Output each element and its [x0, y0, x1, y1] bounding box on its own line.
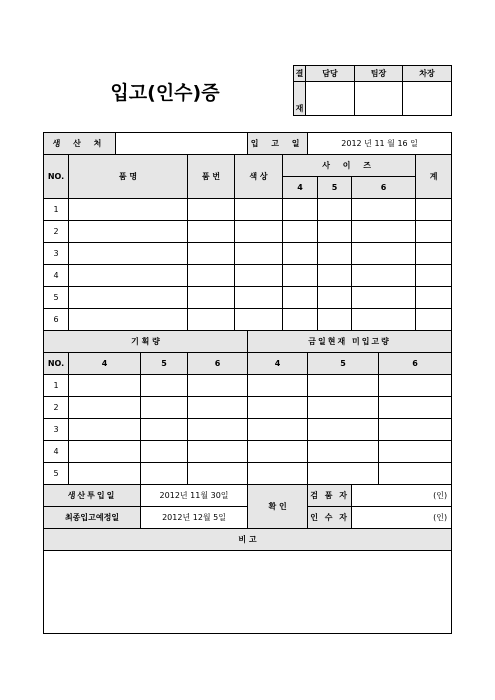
item-size-6[interactable]	[352, 309, 416, 331]
producer-label: 생 산 처	[44, 133, 116, 155]
approval-sign-deputy[interactable]	[403, 82, 452, 116]
plan-size-4[interactable]	[69, 375, 141, 397]
item-row-number: 1	[44, 199, 69, 221]
plan-row-number: 5	[44, 463, 69, 485]
item-row-number: 2	[44, 221, 69, 243]
item-row-number: 5	[44, 287, 69, 309]
plan-row-number: 2	[44, 397, 69, 419]
item-total[interactable]	[416, 243, 452, 265]
plan-no-header: NO.	[44, 353, 69, 375]
plan-size-4[interactable]	[69, 397, 141, 419]
plan-size-5[interactable]	[141, 463, 188, 485]
unreceived-size-6[interactable]	[379, 441, 452, 463]
item-product-name[interactable]	[69, 199, 188, 221]
item-product-name[interactable]	[69, 221, 188, 243]
approval-header-manager: 담당	[306, 66, 355, 82]
item-size-5[interactable]	[318, 221, 352, 243]
item-color[interactable]	[235, 243, 283, 265]
item-size-5[interactable]	[318, 287, 352, 309]
plan-row-number: 3	[44, 419, 69, 441]
remarks-label: 비 고	[44, 529, 452, 551]
size-6-header: 6	[352, 177, 416, 199]
plan-size-4-header: 4	[69, 353, 141, 375]
final-due-value[interactable]: 2012년 12월 5일	[141, 507, 248, 529]
item-size-5[interactable]	[318, 265, 352, 287]
approval-side-label-bottom: 재	[294, 82, 306, 116]
total-header: 계	[416, 155, 452, 199]
unreceived-size-5[interactable]	[308, 463, 379, 485]
item-row	[44, 265, 452, 287]
product-name-header: 품 명	[69, 155, 188, 199]
unreceived-size-4-header: 4	[248, 353, 308, 375]
plan-size-5-header: 5	[141, 353, 188, 375]
item-size-5[interactable]	[318, 199, 352, 221]
unreceived-size-5[interactable]	[308, 375, 379, 397]
unreceived-size-4[interactable]	[248, 397, 308, 419]
plan-size-6[interactable]	[188, 419, 248, 441]
item-row	[44, 221, 452, 243]
item-size-6[interactable]	[352, 243, 416, 265]
unreceived-size-5[interactable]	[308, 419, 379, 441]
approval-sign-manager[interactable]	[306, 82, 355, 116]
receipt-date-value[interactable]: 2012 년 11 월 16 일	[308, 133, 452, 155]
item-size-6[interactable]	[352, 221, 416, 243]
item-total[interactable]	[416, 199, 452, 221]
item-row	[44, 243, 452, 265]
item-row	[44, 287, 452, 309]
unreceived-size-6[interactable]	[379, 375, 452, 397]
item-total[interactable]	[416, 221, 452, 243]
approval-box	[293, 65, 452, 116]
item-size-4[interactable]	[283, 243, 318, 265]
inspector-label: 검 품 자	[308, 485, 352, 507]
approval-header-deputy: 차장	[403, 66, 452, 82]
item-total[interactable]	[416, 287, 452, 309]
item-row-number: 3	[44, 243, 69, 265]
item-size-6[interactable]	[352, 199, 416, 221]
plan-row-number: 4	[44, 441, 69, 463]
item-product-number[interactable]	[188, 221, 235, 243]
plan-size-4[interactable]	[69, 463, 141, 485]
plan-size-5[interactable]	[141, 397, 188, 419]
item-color[interactable]	[235, 265, 283, 287]
item-size-4[interactable]	[283, 221, 318, 243]
unreceived-qty-header: 금일현재 미입고량	[248, 331, 452, 353]
unreceived-size-4[interactable]	[248, 441, 308, 463]
page-title: 입고(인수)증	[110, 82, 220, 104]
unreceived-size-4[interactable]	[248, 463, 308, 485]
approval-header-team-lead: 팀장	[355, 66, 403, 82]
item-size-5[interactable]	[318, 243, 352, 265]
plan-size-4[interactable]	[69, 419, 141, 441]
color-header: 색 상	[235, 155, 283, 199]
item-size-4[interactable]	[283, 265, 318, 287]
item-size-5[interactable]	[318, 309, 352, 331]
item-row	[44, 199, 452, 221]
item-product-number[interactable]	[188, 287, 235, 309]
planned-qty-header: 기 획 량	[44, 331, 248, 353]
unreceived-size-5[interactable]	[308, 441, 379, 463]
unreceived-size-4[interactable]	[248, 419, 308, 441]
unreceived-size-6[interactable]	[379, 463, 452, 485]
item-color[interactable]	[235, 221, 283, 243]
plan-row	[44, 441, 452, 463]
size-5-header: 5	[318, 177, 352, 199]
plan-row	[44, 375, 452, 397]
item-color[interactable]	[235, 199, 283, 221]
item-product-number[interactable]	[188, 265, 235, 287]
plan-size-6[interactable]	[188, 397, 248, 419]
producer-value[interactable]	[116, 133, 248, 155]
item-product-number[interactable]	[188, 243, 235, 265]
plan-size-6[interactable]	[188, 441, 248, 463]
production-input-value[interactable]: 2012년 11월 30일	[141, 485, 248, 507]
item-size-4[interactable]	[283, 199, 318, 221]
unreceived-size-6-header: 6	[379, 353, 452, 375]
unreceived-size-5[interactable]	[308, 397, 379, 419]
unreceived-size-4[interactable]	[248, 375, 308, 397]
item-product-name[interactable]	[69, 243, 188, 265]
plan-size-6[interactable]	[188, 375, 248, 397]
item-size-4[interactable]	[283, 287, 318, 309]
items-no-header: NO.	[44, 155, 69, 199]
plan-size-4[interactable]	[69, 441, 141, 463]
approval-side-label-top: 결	[294, 66, 306, 82]
receipt-date-label: 입 고 일	[248, 133, 308, 155]
item-product-name[interactable]	[69, 287, 188, 309]
plan-row	[44, 397, 452, 419]
item-size-6[interactable]	[352, 265, 416, 287]
size-header: 사 이 즈	[283, 155, 416, 177]
plan-size-6[interactable]	[188, 463, 248, 485]
final-due-label: 최종입고예정일	[44, 507, 141, 529]
receipt-form	[43, 132, 452, 634]
receiver-label: 인 수 자	[308, 507, 352, 529]
approval-sign-team-lead[interactable]	[355, 82, 403, 116]
size-4-header: 4	[283, 177, 318, 199]
inspector-seal[interactable]: (인)	[352, 485, 452, 507]
product-number-header: 품 번	[188, 155, 235, 199]
item-product-name[interactable]	[69, 309, 188, 331]
plan-size-6-header: 6	[188, 353, 248, 375]
item-total[interactable]	[416, 309, 452, 331]
item-color[interactable]	[235, 287, 283, 309]
item-size-4[interactable]	[283, 309, 318, 331]
unreceived-size-5-header: 5	[308, 353, 379, 375]
plan-size-5[interactable]	[141, 419, 188, 441]
item-total[interactable]	[416, 265, 452, 287]
remarks-field[interactable]	[44, 551, 452, 634]
item-row-number: 6	[44, 309, 69, 331]
confirm-label: 확 인	[248, 485, 308, 529]
plan-size-5[interactable]	[141, 375, 188, 397]
item-row-number: 4	[44, 265, 69, 287]
plan-row	[44, 463, 452, 485]
plan-size-5[interactable]	[141, 441, 188, 463]
item-product-number[interactable]	[188, 309, 235, 331]
unreceived-size-6[interactable]	[379, 397, 452, 419]
production-input-label: 생산투입일	[44, 485, 141, 507]
unreceived-size-6[interactable]	[379, 419, 452, 441]
item-row	[44, 309, 452, 331]
plan-row-number: 1	[44, 375, 69, 397]
receiver-seal[interactable]: (인)	[352, 507, 452, 529]
plan-row	[44, 419, 452, 441]
item-size-6[interactable]	[352, 287, 416, 309]
item-color[interactable]	[235, 309, 283, 331]
item-product-number[interactable]	[188, 199, 235, 221]
item-product-name[interactable]	[69, 265, 188, 287]
